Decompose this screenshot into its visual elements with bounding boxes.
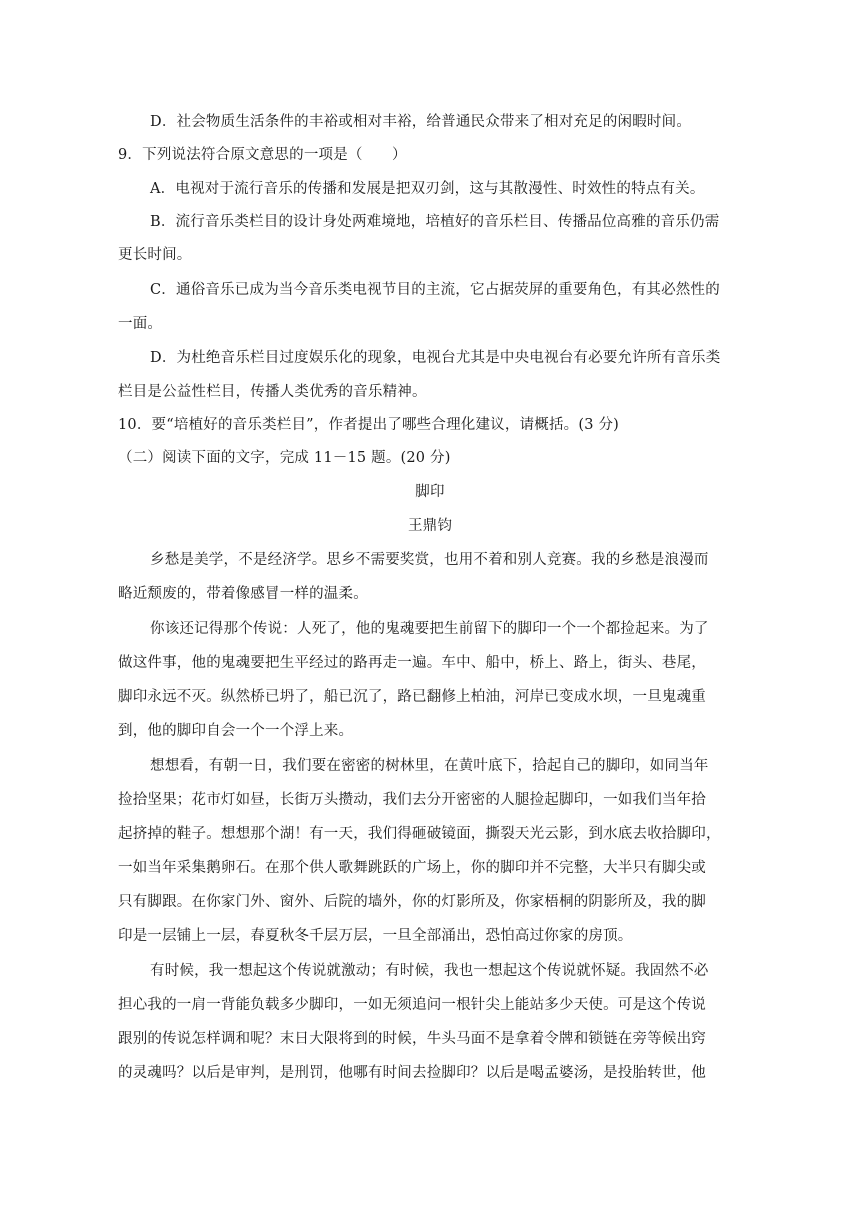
section-2-heading: （二）阅读下面的文字，完成 11－15 题。(20 分)	[118, 450, 451, 466]
paragraph-line: 跟别的传说怎样调和呢？末日大限将到的时候，牛头马面不是拿着令牌和锁链在旁等候出窍	[118, 1031, 706, 1047]
option-c-q9: C．通俗音乐已成为当今音乐类电视节目的主流，它占据荧屏的重要角色，有其必然性的	[150, 282, 720, 298]
paragraph-line: 到，他的脚印自会一个一个浮上来。	[118, 723, 354, 739]
paragraph-line: 做这件事，他的鬼魂要把生平经过的路再走一遍。车中、船中，桥上、路上，街头、巷尾，	[118, 655, 706, 671]
option-c-q9-cont: 一面。	[118, 316, 163, 332]
paragraph-line: 捡拾坚果；花市灯如昼，长街万头攒动，我们去分开密密的人腿捡起脚印，一如我们当年拾	[118, 792, 706, 808]
option-a-q9: A．电视对于流行音乐的传播和发展是把双刃剑，这与其散漫性、时效性的特点有关。	[150, 181, 705, 197]
paragraph-line: 担心我的一肩一背能负载多少脚印，一如无须追问一根针尖上能站多少天使。可是这个传说	[118, 997, 706, 1013]
paragraph-line: 一如当年采集鹅卵石。在那个供人歌舞跳跃的广场上，你的脚印并不完整，大半只有脚尖或	[118, 860, 706, 876]
paragraph-line: 你该还记得那个传说：人死了，他的鬼魂要把生前留下的脚印一个一个都捡起来。为了	[150, 621, 709, 637]
option-d-q8: D．社会物质生活条件的丰裕或相对丰裕，给普通民众带来了相对充足的闲暇时间。	[150, 114, 692, 130]
option-b-q9: B．流行音乐类栏目的设计身处两难境地，培植好的音乐栏目、传播品位高雅的音乐仍需	[150, 214, 720, 230]
paragraph-line: 只有脚跟。在你家门外、窗外、后院的墙外，你的灯影所及，你家梧桐的阴影所及，我的脚	[118, 894, 706, 910]
paragraph-line: 有时候，我一想起这个传说就激动；有时候，我也一想起这个传说就怀疑。我固然不必	[150, 963, 709, 979]
paragraph-line: 乡愁是美学，不是经济学。思乡不需要奖赏，也用不着和别人竞赛。我的乡愁是浪漫而	[150, 552, 709, 568]
option-b-q9-cont: 更长时间。	[118, 247, 192, 263]
paragraph-line: 想想看，有朝一日，我们要在密密的树林里，在黄叶底下，拾起自己的脚印，如同当年	[150, 758, 709, 774]
question-10: 10．要“培植好的音乐类栏目”，作者提出了哪些合理化建议，请概括。(3 分)	[118, 417, 620, 433]
paragraph-line: 的灵魂吗？以后是审判，是刑罚，他哪有时间去捡脚印？以后是喝孟婆汤，是投胎转世，他	[118, 1065, 706, 1081]
article-title: 脚印	[415, 484, 445, 500]
paragraph-line: 起挤掉的鞋子。想想那个湖！有一天，我们得砸破镜面，撕裂天光云影，到水底去收拾脚印，	[118, 826, 721, 842]
paragraph-line: 印是一层铺上一层，春夏秋冬千层万层，一旦全部涌出，恐怕高过你家的房顶。	[118, 928, 633, 944]
paragraph-line: 脚印永远不灭。纵然桥已坍了，船已沉了，路已翻修上柏油，河岸已变成水坝，一旦鬼魂重	[118, 689, 706, 705]
option-d-q9: D．为杜绝音乐栏目过度娱乐化的现象，电视台尤其是中央电视台有必要允许所有音乐类	[150, 350, 721, 366]
option-d-q9-cont: 栏目是公益性栏目，传播人类优秀的音乐精神。	[118, 384, 427, 400]
question-9: 9．下列说法符合原文意思的一项是（ ）	[118, 147, 407, 163]
article-author: 王鼎钧	[407, 518, 453, 534]
paragraph-line: 略近颓废的，带着像感冒一样的温柔。	[118, 586, 368, 602]
